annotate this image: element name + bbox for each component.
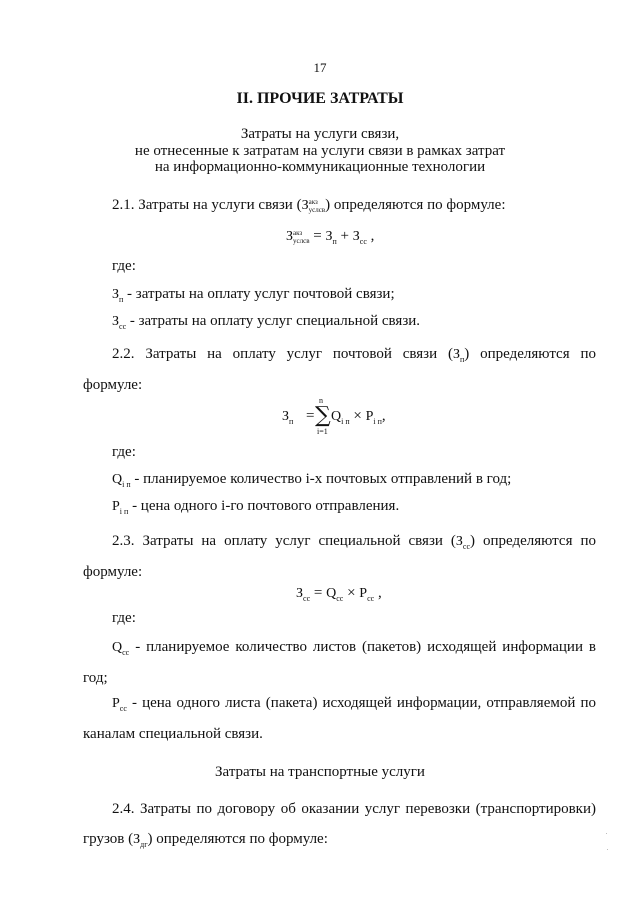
subtitle-line-3: на информационно-коммуникационные технологии <box>154 159 486 175</box>
definition-q-cc: $Q_{сс}$ - планируемое количество листов (пакетов) исходящей информации в год; <box>83 639 597 686</box>
definition-p-cc: $P_{сс}$ - цена одного листа (пакета) исходящей информации, отправляемой по каналам специальной связи. <box>83 695 596 742</box>
formula-2-1: З акз услсв = $З_п + З_{сс}$ , <box>286 228 375 246</box>
scan-speck <box>607 849 608 850</box>
subtitle-line-2: не отнесенные к затратам на услуги связи в рамках затрат <box>134 143 506 159</box>
where-label-1: где: <box>112 258 136 274</box>
formula-2-3: $З_{сс} = Q_{сс} \times P_{сс}$ , <box>296 585 382 603</box>
scan-speck <box>606 833 607 834</box>
sum-sign-icon: ∑ <box>315 403 331 428</box>
definition-z-cc: $З_{сс}$ - затраты на оплату услуг специальной связи. <box>112 313 421 331</box>
paragraph-2-1-text-before: 2.1. Затраты на услуги связи ( <box>112 197 302 213</box>
section-title: II. ПРОЧИЕ ЗАТРАТЫ <box>236 90 404 107</box>
definition-z-p: $З_п$ - затраты на оплату услуг почтовой связи; <box>112 286 395 304</box>
symbol-z-uslsv-akz-inline: З акз услсв <box>301 198 326 214</box>
definition-q-in: $Q_{i п}$ - планируемое количество i-х почтовых отправлений в год; <box>112 471 512 489</box>
subtitle-line-1: Затраты на услуги связи, <box>240 126 400 142</box>
page-number: 17 <box>313 60 327 75</box>
paragraph-2-1-text-after: ) определяются по формуле: <box>325 197 506 213</box>
paragraph-2-4: 2.4. Затраты по договору об оказании услуг перевозки (транспортировки) грузов $(З_{дг})$ определяются по формуле: <box>83 801 596 849</box>
definition-p-in: $P_{i п}$ - цена одного i-го почтового отправления. <box>112 498 400 516</box>
where-label-2: где: <box>112 444 136 460</box>
paragraph-2-3: 2.3. Затраты на оплату услуг специальной связи $(З_{сс})$ определяются по формуле: <box>83 533 596 580</box>
paragraph-2-1 <box>112 197 505 214</box>
paragraph-2-2: 2.2. Затраты на оплату услуг почтовой связи $(З_п)$ определяются по формуле: <box>83 346 596 393</box>
where-label-3: где: <box>112 610 136 626</box>
transport-heading: Затраты на транспортные услуги <box>215 764 425 780</box>
